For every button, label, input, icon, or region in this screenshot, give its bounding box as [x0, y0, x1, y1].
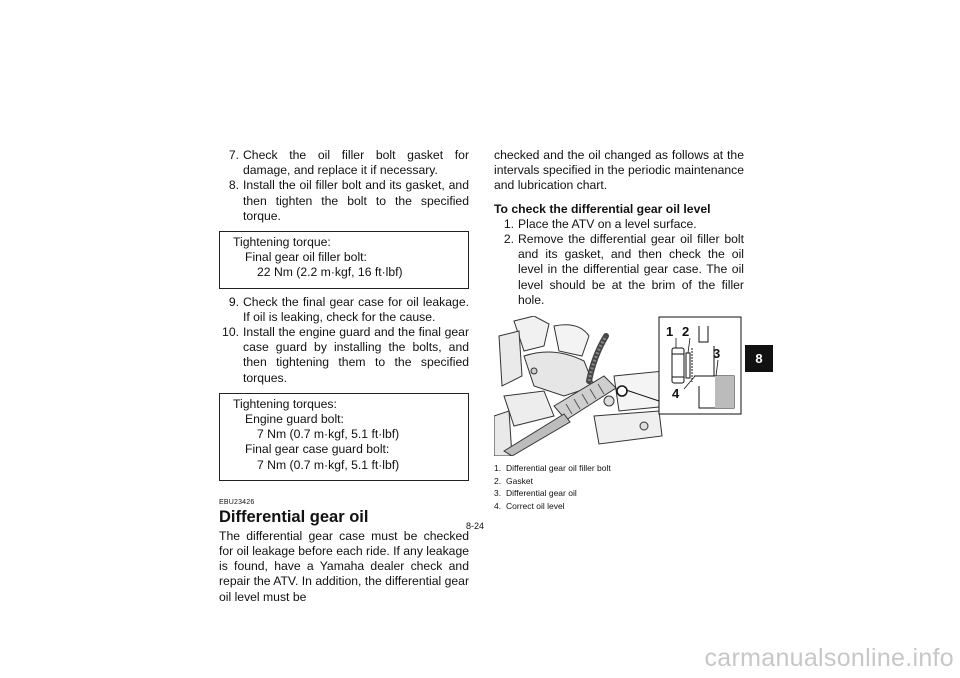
check-step-2: [494, 232, 744, 308]
torque-box-title: Tightening torque:: [233, 235, 331, 250]
step-number: 8.: [228, 178, 239, 193]
page-number: 8-24: [466, 521, 485, 531]
step-text: Check the oil filler bolt gasket for damage, and replace it if necessary.: [243, 148, 469, 178]
caption-item: [494, 475, 744, 488]
step-number: 2.: [503, 232, 514, 247]
caption-text: Gasket: [506, 475, 533, 486]
figure-label-2: 2: [682, 324, 690, 340]
torque-box-1: [219, 231, 469, 289]
step-text: Place the ATV on a level surface.: [518, 216, 697, 231]
torque-item-label: Final gear oil filler bolt:: [245, 250, 367, 265]
caption-item: [494, 500, 744, 513]
step-text: Install the engine guard and the final gear case guard by installing the bolts, and then tightening them to the specified torques.: [243, 325, 469, 385]
step-text: Check the final gear case for oil leakage. If oil is leaking, check for the cause.: [243, 294, 469, 324]
intro-paragraph: checked and the oil changed as follows at the intervals specified in the periodic maintenance and lubrication chart.: [494, 148, 744, 193]
figure-label-4: 4: [672, 386, 680, 402]
watermark: carmanualsonline.info: [704, 644, 954, 672]
figure-label-1: 1: [666, 324, 674, 340]
chapter-tab: 8: [745, 345, 773, 372]
step-text: Remove the differential gear oil filler bolt and its gasket, and then check the oil level in the differential gear case. The oil level should be at the brim of the filler hole.: [518, 232, 744, 307]
caption-number: 4.: [494, 500, 502, 511]
step-10: [219, 325, 469, 386]
caption-number: 3.: [494, 488, 502, 499]
differential-illustration: [494, 316, 744, 456]
caption-item: [494, 462, 744, 475]
caption-text: Correct oil level: [506, 500, 565, 511]
step-8: [219, 178, 469, 224]
torque-box-title: Tightening torques:: [233, 396, 337, 411]
caption-number: 2.: [494, 475, 502, 486]
subheading: To check the differential gear oil level: [494, 201, 711, 216]
differential-figure: [494, 316, 744, 456]
figure-label-3: 3: [713, 346, 721, 362]
section-title: Differential gear oil: [219, 507, 369, 526]
step-number: 10.: [222, 325, 239, 340]
step-number: 9.: [228, 294, 239, 309]
torque-item-label: Engine guard bolt:: [245, 412, 344, 427]
caption-text: Differential gear oil: [506, 488, 577, 499]
section-code: EBU23426: [219, 498, 255, 506]
torque-item-value: 7 Nm (0.7 m·kgf, 5.1 ft·lbf): [257, 457, 400, 472]
torque-item-value: 7 Nm (0.7 m·kgf, 5.1 ft·lbf): [257, 427, 400, 442]
caption-item: [494, 487, 744, 500]
step-7: [219, 148, 469, 178]
torque-item-value: 22 Nm (2.2 m·kgf, 16 ft·lbf): [257, 265, 403, 280]
step-number: 7.: [228, 148, 239, 162]
step-text: Install the oil filler bolt and its gasket, and then tighten the bolt to the specified torque.: [243, 178, 469, 223]
caption-number: 1.: [494, 463, 502, 474]
check-step-1: [494, 217, 744, 232]
step-9: [219, 295, 469, 325]
section-paragraph: The differential gear case must be checked for oil leakage before each ride. If any leakage is found, have a Yamaha dealer check and repair the ATV. In addition, the differential gear oil level must be: [219, 528, 470, 604]
torque-item-label: Final gear case guard bolt:: [245, 442, 390, 457]
caption-text: Differential gear oil filler bolt: [506, 463, 611, 474]
step-number: 1.: [503, 216, 514, 231]
left-column: [219, 148, 469, 605]
figure-captions: [494, 462, 744, 512]
torque-box-2: [219, 393, 469, 481]
right-column: [494, 148, 744, 512]
